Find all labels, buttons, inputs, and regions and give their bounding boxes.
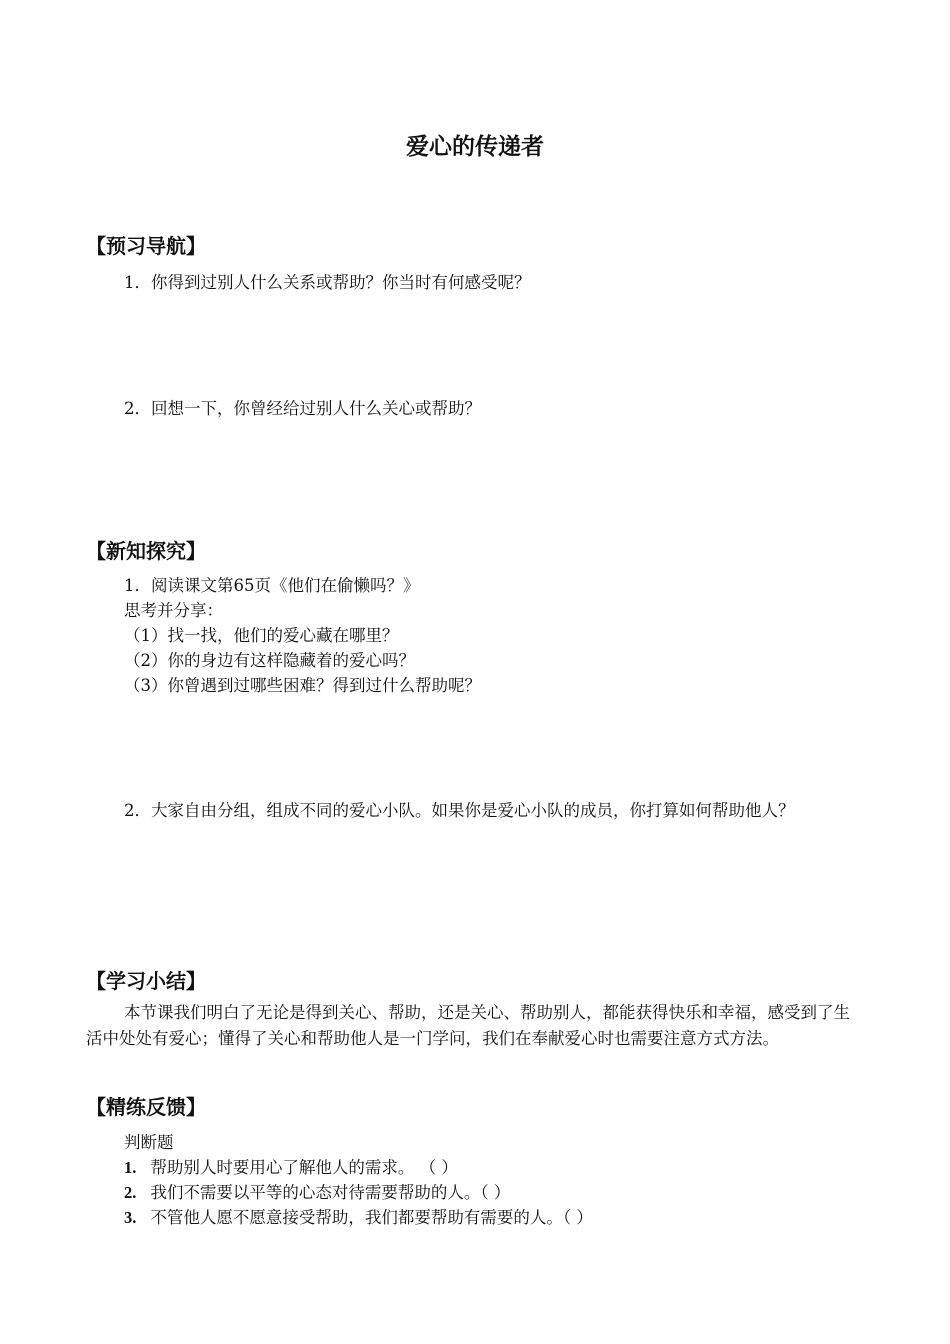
- explore-subquestion-2: （2）你的身边有这样隐藏着的爱心吗？: [124, 651, 415, 670]
- summary-heading: 【学习小结】: [86, 969, 206, 993]
- preview-heading: 【预习导航】: [86, 234, 206, 258]
- practice-type-label: 判断题: [124, 1133, 174, 1152]
- explore-question-1: 1．阅读课文第65页《他们在偷懒吗？》: [124, 576, 420, 595]
- explore-question-2: 2．大家自由分组，组成不同的爱心小队。如果你是爱心小队的成员，你打算如何帮助他人？: [124, 801, 795, 820]
- explore-subquestion-1: （1）找一找，他们的爱心藏在哪里？: [124, 626, 399, 645]
- practice-item-number: 3.: [124, 1208, 137, 1227]
- practice-item-number: 1.: [124, 1158, 137, 1177]
- practice-heading: 【精练反馈】: [86, 1095, 206, 1119]
- explore-heading: 【新知探究】: [86, 539, 206, 563]
- practice-item-text: 帮助别人时要用心了解他人的需求。 （ ）: [150, 1158, 458, 1177]
- practice-item: [124, 1155, 458, 1180]
- practice-item-text: 我们不需要以平等的心态对待需要帮助的人。（ ）: [150, 1183, 511, 1202]
- practice-item: [124, 1180, 510, 1205]
- page-title: 爱心的传递者: [406, 134, 544, 160]
- preview-question-2: 2．回想一下，你曾经给过别人什么关心或帮助？: [124, 399, 481, 418]
- practice-item-number: 2.: [124, 1183, 137, 1202]
- explore-think-prompt: 思考并分享：: [124, 601, 223, 620]
- practice-item: [124, 1205, 593, 1230]
- preview-question-1: 1．你得到过别人什么关系或帮助？你当时有何感受呢？: [124, 273, 531, 292]
- explore-subquestion-3: （3）你曾遇到过哪些困难？得到过什么帮助呢？: [124, 676, 481, 695]
- practice-item-text: 不管他人愿不愿意接受帮助，我们都要帮助有需要的人。（ ）: [150, 1208, 593, 1227]
- summary-text: 本节课我们明白了无论是得到关心、帮助，还是关心、帮助别人，都能获得快乐和幸福，感受到了生活中处处有爱心；懂得了关心和帮助他人是一门学问，我们在奉献爱心时也需要注意方式方法。: [86, 1003, 850, 1048]
